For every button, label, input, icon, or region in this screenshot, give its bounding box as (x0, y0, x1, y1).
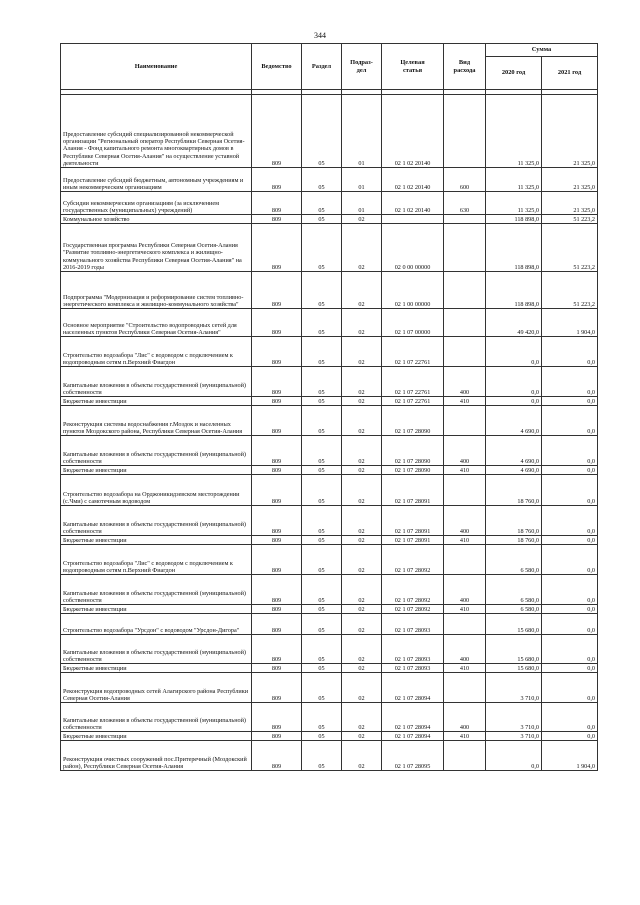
row-name: Реконструкция системы водоснабжения г.Моздок и населенных пунктов Моздокского района, Республики Северная Осетия-Алания (61, 406, 252, 436)
table-row (61, 272, 598, 309)
row-name: Капитальные вложения в объекты государственной (муниципальной) собственности (61, 635, 252, 664)
table-row (61, 309, 598, 337)
row-name: Реконструкция водопроводных сетей Алагирского района Республики Северная Осетия-Алания (61, 673, 252, 703)
budget-table (60, 43, 598, 771)
row-sum-2020: 11 325,0 (486, 192, 542, 215)
row-sum-2020: 6 580,0 (486, 545, 542, 575)
row-subsection: 02 (342, 436, 382, 466)
row-name: Капитальные вложения в объекты государственной (муниципальной) собственности (61, 575, 252, 605)
row-sum-2020: 3 710,0 (486, 732, 542, 741)
table-row (61, 506, 598, 536)
row-target: 02 1 07 00000 (382, 309, 444, 337)
row-dept: 809 (252, 309, 302, 337)
row-subsection: 02 (342, 506, 382, 536)
row-exp-type: 410 (444, 732, 486, 741)
row-sum-2021: 0,0 (542, 732, 598, 741)
row-sum-2021: 0,0 (542, 664, 598, 673)
row-subsection: 02 (342, 545, 382, 575)
row-sum-2020: 3 710,0 (486, 703, 542, 732)
table-row (61, 397, 598, 406)
row-target: 02 1 07 22761 (382, 397, 444, 406)
row-name: Капитальные вложения в объекты государственной (муниципальной) собственности (61, 367, 252, 397)
row-sum-2021: 0,0 (542, 673, 598, 703)
row-exp-type (444, 475, 486, 506)
row-target: 02 1 07 28091 (382, 475, 444, 506)
row-section: 05 (302, 741, 342, 771)
row-subsection: 02 (342, 475, 382, 506)
row-subsection: 02 (342, 224, 382, 272)
row-name: Субсидии некоммерческим организациям (за исключением государственных (муниципальных) учреждений) (61, 192, 252, 215)
row-sum-2020: 15 680,0 (486, 635, 542, 664)
row-subsection: 02 (342, 673, 382, 703)
table-row (61, 367, 598, 397)
row-name: Бюджетные инвестиции (61, 536, 252, 545)
table-row (61, 436, 598, 466)
row-section: 05 (302, 506, 342, 536)
row-subsection: 02 (342, 536, 382, 545)
row-name: Строительство водозабора "Лис" с водоводом с подключением к водопроводным сетям п.Верхний Фиагдон (61, 545, 252, 575)
row-exp-type (444, 224, 486, 272)
row-target: 02 1 07 22761 (382, 337, 444, 367)
row-dept: 809 (252, 664, 302, 673)
row-sum-2021: 1 904,0 (542, 741, 598, 771)
row-dept: 809 (252, 741, 302, 771)
row-sum-2021: 0,0 (542, 475, 598, 506)
row-exp-type: 410 (444, 605, 486, 614)
row-target: 02 1 07 28092 (382, 545, 444, 575)
row-sum-2020: 4 690,0 (486, 406, 542, 436)
row-section: 05 (302, 575, 342, 605)
row-sum-2021: 0,0 (542, 575, 598, 605)
table-row (61, 614, 598, 635)
row-sum-2020: 118 898,0 (486, 272, 542, 309)
row-dept: 809 (252, 168, 302, 192)
row-dept: 809 (252, 732, 302, 741)
table-row (61, 475, 598, 506)
table-row (61, 673, 598, 703)
row-target: 02 1 07 28090 (382, 406, 444, 436)
row-section: 05 (302, 309, 342, 337)
row-target: 02 1 07 28092 (382, 575, 444, 605)
row-dept: 809 (252, 192, 302, 215)
table-row (61, 95, 598, 168)
row-target: 02 1 07 28093 (382, 614, 444, 635)
table-row (61, 536, 598, 545)
row-exp-type: 410 (444, 397, 486, 406)
table-row (61, 466, 598, 475)
row-subsection: 02 (342, 635, 382, 664)
table-body (61, 95, 598, 771)
row-subsection: 02 (342, 367, 382, 397)
row-sum-2020: 0,0 (486, 397, 542, 406)
row-name: Государственная программа Республики Северная Осетия-Алания "Развитие топливно-энергетического комплекса и жилищно-коммунального хозяйства Республики Северная Осетия-Алания" на 2016-2019 годы (61, 224, 252, 272)
col-header-2020: 2020 год (486, 57, 542, 90)
table-row (61, 215, 598, 224)
row-sum-2020: 118 898,0 (486, 215, 542, 224)
row-section: 05 (302, 536, 342, 545)
row-section: 05 (302, 475, 342, 506)
row-subsection: 02 (342, 614, 382, 635)
row-section: 05 (302, 635, 342, 664)
row-section: 05 (302, 224, 342, 272)
col-header-dept: Ведомство (252, 44, 302, 90)
row-name: Бюджетные инвестиции (61, 466, 252, 475)
row-section: 05 (302, 397, 342, 406)
row-section: 05 (302, 337, 342, 367)
row-target: 02 1 07 28090 (382, 466, 444, 475)
row-section: 05 (302, 605, 342, 614)
col-header-section: Раздел (302, 44, 342, 90)
row-name: Предоставление субсидий бюджетным, автономным учреждениям и иным некоммерческим организациям (61, 168, 252, 192)
row-target: 02 1 02 20140 (382, 192, 444, 215)
table-row (61, 703, 598, 732)
row-sum-2021: 51 223,2 (542, 272, 598, 309)
row-sum-2021: 0,0 (542, 635, 598, 664)
row-target: 02 1 07 28093 (382, 664, 444, 673)
row-dept: 809 (252, 436, 302, 466)
table-row (61, 545, 598, 575)
row-section: 05 (302, 673, 342, 703)
row-section: 05 (302, 192, 342, 215)
row-subsection: 01 (342, 192, 382, 215)
row-section: 05 (302, 703, 342, 732)
table-row (61, 224, 598, 272)
row-section: 05 (302, 614, 342, 635)
row-exp-type (444, 673, 486, 703)
row-name: Бюджетные инвестиции (61, 397, 252, 406)
row-target: 02 1 07 28092 (382, 605, 444, 614)
row-section: 05 (302, 664, 342, 673)
row-sum-2021: 1 904,0 (542, 309, 598, 337)
row-subsection: 02 (342, 406, 382, 436)
row-section: 05 (302, 367, 342, 397)
row-section: 05 (302, 168, 342, 192)
row-sum-2021: 0,0 (542, 367, 598, 397)
row-target (382, 215, 444, 224)
row-section: 05 (302, 466, 342, 475)
row-dept: 809 (252, 536, 302, 545)
row-sum-2020: 0,0 (486, 367, 542, 397)
row-target: 02 1 07 28095 (382, 741, 444, 771)
table-row (61, 406, 598, 436)
col-header-sum: Сумма (486, 44, 598, 57)
row-subsection: 02 (342, 732, 382, 741)
row-subsection: 02 (342, 397, 382, 406)
row-target: 02 0 00 00000 (382, 224, 444, 272)
row-section: 05 (302, 406, 342, 436)
row-dept: 809 (252, 545, 302, 575)
row-target: 02 1 07 28094 (382, 703, 444, 732)
row-exp-type: 410 (444, 536, 486, 545)
row-sum-2020: 18 760,0 (486, 506, 542, 536)
table-row (61, 635, 598, 664)
row-sum-2020: 15 680,0 (486, 664, 542, 673)
row-section: 05 (302, 732, 342, 741)
row-exp-type (444, 741, 486, 771)
row-sum-2021: 21 325,0 (542, 168, 598, 192)
row-dept: 809 (252, 575, 302, 605)
row-dept: 809 (252, 337, 302, 367)
table-row (61, 664, 598, 673)
row-exp-type: 400 (444, 703, 486, 732)
row-target: 02 1 02 20140 (382, 95, 444, 168)
row-sum-2020: 15 680,0 (486, 614, 542, 635)
row-name: Капитальные вложения в объекты государственной (муниципальной) собственности (61, 703, 252, 732)
row-sum-2021: 0,0 (542, 545, 598, 575)
row-exp-type (444, 309, 486, 337)
row-target: 02 1 07 28093 (382, 635, 444, 664)
row-name: Строительство водозабора "Лис" с водоводом с подключением к водопроводным сетям п.Верхний Фиагдон (61, 337, 252, 367)
row-section: 05 (302, 272, 342, 309)
row-subsection: 02 (342, 337, 382, 367)
row-target: 02 1 02 20140 (382, 168, 444, 192)
row-subsection: 02 (342, 605, 382, 614)
row-name: Капитальные вложения в объекты государственной (муниципальной) собственности (61, 436, 252, 466)
row-subsection: 02 (342, 664, 382, 673)
row-sum-2021: 51 223,2 (542, 224, 598, 272)
row-sum-2021: 0,0 (542, 397, 598, 406)
row-exp-type: 400 (444, 436, 486, 466)
row-sum-2021: 21 325,0 (542, 192, 598, 215)
row-sum-2021: 0,0 (542, 406, 598, 436)
row-dept: 809 (252, 95, 302, 168)
row-sum-2020: 6 580,0 (486, 605, 542, 614)
row-subsection: 02 (342, 466, 382, 475)
row-name: Реконструкция очистных сооружений пос.Притеречный (Моздокский район), Республики Северная Осетия-Алания (61, 741, 252, 771)
row-sum-2020: 11 325,0 (486, 168, 542, 192)
row-name: Предоставление субсидий специализированной некоммерческой организации "Региональный оператор Республики Северная Осетия-Алания - Фонд капитального ремонта многоквартирных домов в Республике Северная Осетия-Алания" на осуществление уставной деятельности (61, 95, 252, 168)
row-sum-2021: 0,0 (542, 614, 598, 635)
row-sum-2021: 0,0 (542, 436, 598, 466)
row-dept: 809 (252, 367, 302, 397)
row-exp-type: 400 (444, 367, 486, 397)
row-exp-type (444, 614, 486, 635)
row-name: Коммунальное хозяйство (61, 215, 252, 224)
row-sum-2020: 3 710,0 (486, 673, 542, 703)
row-target: 02 1 07 28094 (382, 732, 444, 741)
table-row (61, 168, 598, 192)
row-sum-2020: 18 760,0 (486, 475, 542, 506)
table-row (61, 337, 598, 367)
row-name: Строительство водозабора "Урсдон" с водоводом "Урсдон-Дигора" (61, 614, 252, 635)
row-sum-2021: 0,0 (542, 337, 598, 367)
row-subsection: 02 (342, 215, 382, 224)
row-exp-type: 400 (444, 506, 486, 536)
row-target: 02 1 07 22761 (382, 367, 444, 397)
row-sum-2020: 4 690,0 (486, 466, 542, 475)
row-sum-2021: 0,0 (542, 536, 598, 545)
row-exp-type: 410 (444, 664, 486, 673)
table-row (61, 192, 598, 215)
row-dept: 809 (252, 605, 302, 614)
row-target: 02 1 07 28091 (382, 536, 444, 545)
row-dept: 809 (252, 224, 302, 272)
row-target: 02 1 07 28090 (382, 436, 444, 466)
table-row (61, 605, 598, 614)
row-sum-2021: 0,0 (542, 506, 598, 536)
row-exp-type (444, 545, 486, 575)
row-exp-type: 410 (444, 466, 486, 475)
row-dept: 809 (252, 635, 302, 664)
row-sum-2020: 118 898,0 (486, 224, 542, 272)
row-sum-2020: 0,0 (486, 337, 542, 367)
row-sum-2020: 49 420,0 (486, 309, 542, 337)
row-section: 05 (302, 436, 342, 466)
row-exp-type: 400 (444, 635, 486, 664)
col-header-name: Наименование (61, 44, 252, 90)
row-name: Капитальные вложения в объекты государственной (муниципальной) собственности (61, 506, 252, 536)
row-name: Бюджетные инвестиции (61, 664, 252, 673)
row-sum-2021: 51 223,2 (542, 215, 598, 224)
row-dept: 809 (252, 215, 302, 224)
row-exp-type (444, 215, 486, 224)
row-exp-type (444, 272, 486, 309)
row-dept: 809 (252, 272, 302, 309)
table-row (61, 732, 598, 741)
row-sum-2020: 18 760,0 (486, 536, 542, 545)
row-name: Бюджетные инвестиции (61, 605, 252, 614)
row-dept: 809 (252, 406, 302, 436)
row-sum-2021: 0,0 (542, 466, 598, 475)
row-target: 02 1 07 28094 (382, 673, 444, 703)
row-sum-2020: 11 325,0 (486, 95, 542, 168)
row-exp-type (444, 406, 486, 436)
row-dept: 809 (252, 475, 302, 506)
row-dept: 809 (252, 673, 302, 703)
row-sum-2021: 0,0 (542, 703, 598, 732)
row-sum-2021: 0,0 (542, 605, 598, 614)
row-dept: 809 (252, 703, 302, 732)
row-subsection: 01 (342, 95, 382, 168)
row-target: 02 1 00 00000 (382, 272, 444, 309)
row-exp-type: 600 (444, 168, 486, 192)
page-number: 344 (314, 31, 326, 40)
row-section: 05 (302, 95, 342, 168)
row-subsection: 02 (342, 741, 382, 771)
row-sum-2020: 4 690,0 (486, 436, 542, 466)
row-dept: 809 (252, 506, 302, 536)
row-name: Бюджетные инвестиции (61, 732, 252, 741)
col-header-subsection: Подраз- дел (342, 44, 382, 90)
row-dept: 809 (252, 466, 302, 475)
row-dept: 809 (252, 397, 302, 406)
row-exp-type: 630 (444, 192, 486, 215)
col-header-2021: 2021 год (542, 57, 598, 90)
row-subsection: 02 (342, 272, 382, 309)
row-exp-type (444, 95, 486, 168)
row-name: Основное мероприятие "Строительство водопроводных сетей для населенных пунктов Республики Северная Осетия-Алания" (61, 309, 252, 337)
row-name: Строительство водозабора на Орджоникидзевском месторождении (с.Чми) с самотечным водоводом (61, 475, 252, 506)
row-exp-type: 400 (444, 575, 486, 605)
table-row (61, 575, 598, 605)
row-sum-2021: 21 325,0 (542, 95, 598, 168)
row-section: 05 (302, 215, 342, 224)
row-subsection: 02 (342, 575, 382, 605)
row-sum-2020: 0,0 (486, 741, 542, 771)
row-name: Подпрограмма "Модернизация и реформирование систем топливно-энергетического комплекса и жилищно-коммунального хозяйства" (61, 272, 252, 309)
row-subsection: 01 (342, 168, 382, 192)
row-sum-2020: 6 580,0 (486, 575, 542, 605)
table-row (61, 741, 598, 771)
row-subsection: 02 (342, 703, 382, 732)
row-dept: 809 (252, 614, 302, 635)
col-header-exp-type: Вид расхода (444, 44, 486, 90)
row-exp-type (444, 337, 486, 367)
row-subsection: 02 (342, 309, 382, 337)
col-header-target: Целевая статья (382, 44, 444, 90)
row-target: 02 1 07 28091 (382, 506, 444, 536)
row-section: 05 (302, 545, 342, 575)
